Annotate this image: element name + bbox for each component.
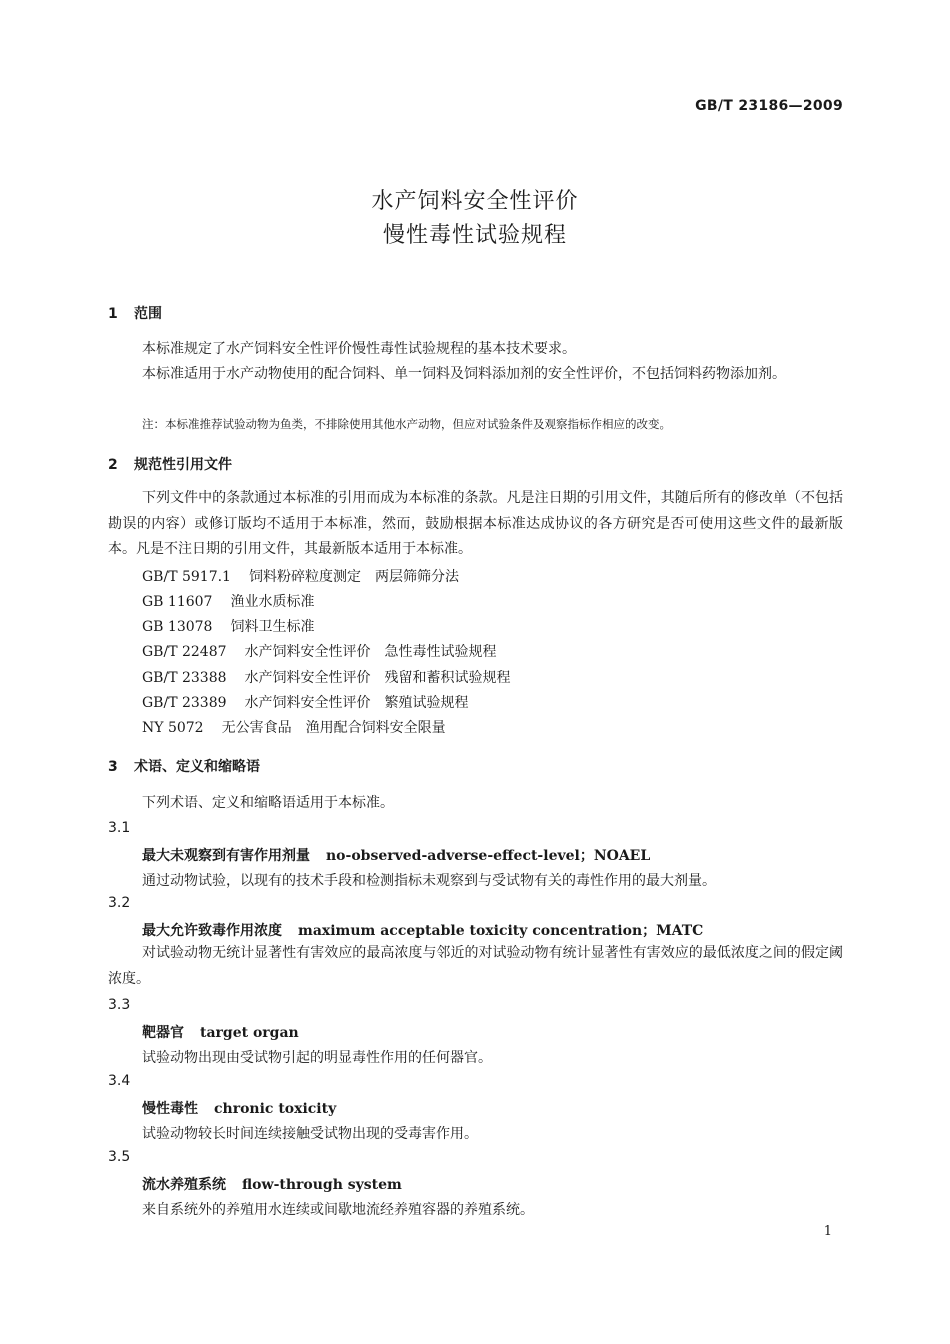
term-heading: 流水养殖系统 flow-through system <box>142 1177 402 1193</box>
section-number: 2 <box>108 457 118 473</box>
term-number: 3.3 <box>108 997 131 1013</box>
paragraph: 本标准适用于水产动物使用的配合饲料、单一饲料及饲料添加剂的安全性评价，不包括饲料药物添加剂。 <box>142 366 786 382</box>
section-number: 1 <box>108 306 118 322</box>
term-definition: 通过动物试验，以现有的技术手段和检测指标未观察到与受试物有关的毒性作用的最大剂量。 <box>142 873 716 889</box>
term-number: 3.5 <box>108 1149 131 1165</box>
reference-item: NY 5072 无公害食品 渔用配合饲料安全限量 <box>142 720 446 736</box>
reference-item: GB/T 22487 水产饲料安全性评价 急性毒性试验规程 <box>142 644 497 660</box>
term-definition: 试验动物出现由受试物引起的明显毒性作用的任何器官。 <box>142 1050 492 1066</box>
page-number: 1 <box>823 1224 832 1239</box>
document-title-line1: 水产饲料安全性评价 <box>371 189 579 214</box>
reference-item: GB 11607 渔业水质标准 <box>142 594 315 610</box>
reference-item: GB/T 23388 水产饲料安全性评价 残留和蓄积试验规程 <box>142 670 511 686</box>
term-heading: 最大允许致毒作用浓度 maximum acceptable toxicity concentration；MATC <box>142 923 704 939</box>
section-number: 3 <box>108 759 118 775</box>
paragraph: 下列术语、定义和缩略语适用于本标准。 <box>142 795 394 811</box>
section-title: 规范性引用文件 <box>134 457 232 473</box>
section-title: 范围 <box>134 306 162 322</box>
term-heading: 靶器官 target organ <box>142 1025 299 1041</box>
section-1-heading <box>108 303 162 323</box>
paragraph: 本标准规定了水产饲料安全性评价慢性毒性试验规程的基本技术要求。 <box>142 341 576 357</box>
standard-number: GB/T 23186—2009 <box>695 98 843 114</box>
reference-item: GB/T 5917.1 饲料粉碎粒度测定 两层筛筛分法 <box>142 569 459 585</box>
term-definition: 试验动物较长时间连续接触受试物出现的受毒害作用。 <box>142 1126 478 1142</box>
section-title: 术语、定义和缩略语 <box>134 759 260 775</box>
document-title-line2: 慢性毒性试验规程 <box>382 223 567 248</box>
term-definition: 对试验动物无统计显著性有害效应的最高浓度与邻近的对试验动物有统计显著性有害效应的最低浓度之间的假定阈浓度。 <box>108 945 843 987</box>
term-number: 3.4 <box>108 1073 131 1089</box>
term-definition: 来自系统外的养殖用水连续或间歇地流经养殖容器的养殖系统。 <box>142 1202 534 1218</box>
term-number: 3.2 <box>108 895 131 911</box>
term-heading: 最大未观察到有害作用剂量 no-observed-adverse-effect-level；NOAEL <box>142 848 651 864</box>
reference-item: GB 13078 饲料卫生标准 <box>142 619 315 635</box>
section-2-heading <box>108 454 232 474</box>
reference-item: GB/T 23389 水产饲料安全性评价 繁殖试验规程 <box>142 695 469 711</box>
note: 注：本标准推荐试验动物为鱼类，不排除使用其他水产动物，但应对试验条件及观察指标作相应的改变。 <box>142 417 671 431</box>
term-number: 3.1 <box>108 820 131 836</box>
paragraph: 下列文件中的条款通过本标准的引用而成为本标准的条款。凡是注日期的引用文件，其随后所有的修改单（不包括勘误的内容）或修订版均不适用于本标准，然而，鼓励根据本标准达成协议的各方研究是否可使用这些文件的最新版本。凡是不注日期的引用文件，其最新版本适用于本标准。 <box>108 490 843 557</box>
term-heading: 慢性毒性 chronic toxicity <box>142 1101 337 1117</box>
section-3-heading <box>108 756 260 776</box>
